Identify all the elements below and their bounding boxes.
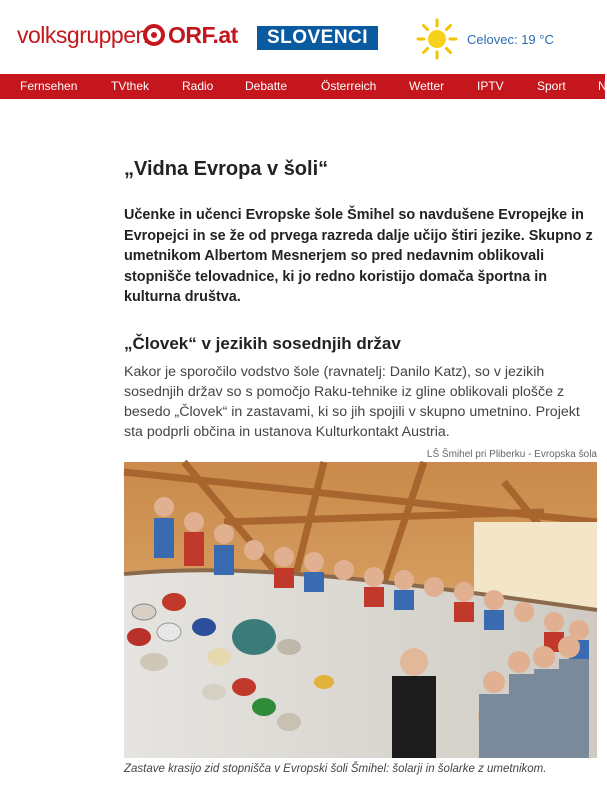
article-lead: Učenke in učenci Evropske šole Šmihel so navdušene Evropejke in Evropejci in se že od prvega razreda dalje učijo štiri jezike. Skupno z umetnikom Albertom Mesnerjem so pred nedavnim oblikovali stopnišče telovadnice, ki jo redno koristijo domača športna in kulturna društva. — [124, 207, 593, 305]
nav-item-tvthek[interactable]: TVthek — [111, 79, 150, 93]
nav-item-fernsehen[interactable]: Fernsehen — [20, 79, 78, 93]
weather-text[interactable]: Celovec: 19 °C — [467, 32, 554, 47]
article-title: „Vidna Evropa v šoli“ — [124, 158, 329, 180]
nav-item-osterreich[interactable]: Österreich — [321, 79, 377, 93]
school-group-photo — [124, 462, 597, 758]
nav-item-wetter[interactable]: Wetter — [409, 79, 445, 93]
photo-caption: Zastave krasijo zid stopnišča v Evropski šoli Šmihel: šolarji in šolarke z umetnikom. — [124, 763, 547, 775]
article-paragraph: Kakor je sporočilo vodstvo šole (ravnatelj: Danilo Katz), so v jezikih sosednjih držav so s pomočjo Raku-tehnike iz gline oblikovali plošče z besedo „Človek“ in zastavami, ki so jih spojili v skupno umetnino. Projekt sta podprli občina in ustanova Kulturkontakt Austria. — [124, 364, 580, 440]
nav-item-iptv[interactable]: IPTV — [477, 79, 504, 93]
nav-item-radio[interactable]: Radio — [182, 79, 214, 93]
volksgruppen-logo[interactable]: volksgruppen — [17, 22, 148, 48]
main-navigation — [0, 74, 605, 99]
article-photo[interactable] — [124, 462, 597, 758]
nav-item-sport[interactable]: Sport — [537, 79, 566, 93]
photo-credit: LŠ Šmihel pri Pliberku - Evropska šola — [426, 449, 597, 460]
nav-item-debatte[interactable]: Debatte — [245, 79, 288, 93]
site-header — [0, 0, 605, 74]
article-subtitle: „Človek“ v jezikih sosednjih držav — [124, 334, 401, 353]
orf-eye-icon — [143, 24, 165, 46]
nav-item-more[interactable]: N — [598, 79, 607, 93]
sun-icon — [416, 18, 458, 60]
slovenci-section-badge[interactable]: SLOVENCI — [257, 26, 378, 50]
orf-logo[interactable]: ORF.at — [168, 22, 238, 48]
